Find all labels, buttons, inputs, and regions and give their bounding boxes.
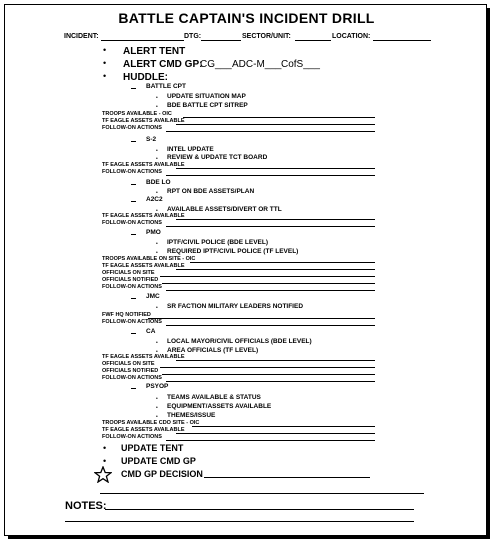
ca-heading: CA xyxy=(146,328,156,335)
field-label: TF EAGLE ASSETS AVAILABLE xyxy=(102,118,185,124)
field-label: FOLLOW-ON ACTIONS xyxy=(102,434,162,440)
psyop-item: EQUIPMENT/ASSETS AVAILABLE xyxy=(167,403,272,410)
field-label: OFFICIALS NOTIFIED xyxy=(102,368,159,374)
alert-cmd-gp: ALERT CMD GP: xyxy=(123,59,203,70)
bullet-icon: • xyxy=(156,250,158,256)
field-line[interactable] xyxy=(176,433,375,434)
border-shadow xyxy=(487,8,490,538)
dash-icon xyxy=(131,298,136,299)
pmo-item: REQUIRED IPTF/CIVIL POLICE (TF LEVEL) xyxy=(167,248,299,255)
star-icon xyxy=(94,466,112,483)
bullet-icon: • xyxy=(156,208,158,214)
field-line[interactable] xyxy=(176,360,375,361)
field-label: TROOPS AVAILABLE ON SITE - OIC xyxy=(102,256,196,262)
field-label: TROOPS AVAILABLE CDO SITE - OIC xyxy=(102,420,200,426)
jmc-heading: JMC xyxy=(146,293,160,300)
field-line[interactable] xyxy=(162,283,375,284)
field-line[interactable] xyxy=(166,290,375,291)
field-label: TF EAGLE ASSETS AVAILABLE xyxy=(102,354,185,360)
dash-icon xyxy=(131,333,136,334)
update-tent: UPDATE TENT xyxy=(121,443,184,453)
bullet-icon: • xyxy=(156,396,158,402)
bullet-icon: • xyxy=(156,305,158,311)
bullet-icon: • xyxy=(156,95,158,101)
bullet-icon: • xyxy=(156,414,158,420)
field-label: FOLLOW-ON ACTIONS xyxy=(102,284,162,290)
incident-label: INCIDENT: xyxy=(64,33,99,40)
notes-line[interactable] xyxy=(105,509,414,510)
bullet-icon: • xyxy=(103,71,107,81)
field-line[interactable] xyxy=(160,367,375,368)
notes-line[interactable] xyxy=(100,493,424,494)
field-line[interactable] xyxy=(176,168,375,169)
alert-adc[interactable]: ADC-M___ xyxy=(232,59,282,70)
bullet-icon: • xyxy=(156,190,158,196)
bde-lo-heading: BDE LO xyxy=(146,179,171,186)
incident-field[interactable] xyxy=(101,40,184,41)
bde-lo-item: RPT ON BDE ASSETS/PLAN xyxy=(167,188,255,195)
field-label: OFFICIALS ON SITE xyxy=(102,270,155,276)
update-cmd-gp: UPDATE CMD GP xyxy=(121,456,196,466)
field-line[interactable] xyxy=(162,374,375,375)
battle-cpt-heading: BATTLE CPT xyxy=(146,83,186,90)
ca-item: LOCAL MAYOR/CIVIL OFFICIALS (BDE LEVEL) xyxy=(167,338,312,345)
ca-item: AREA OFFICIALS (TF LEVEL) xyxy=(167,347,259,354)
border-shadow xyxy=(8,536,490,539)
bullet-icon: • xyxy=(156,104,158,110)
bullet-icon: • xyxy=(103,443,107,453)
field-line[interactable] xyxy=(166,175,375,176)
field-line[interactable] xyxy=(166,440,375,441)
field-line[interactable] xyxy=(176,269,375,270)
dash-icon xyxy=(131,141,136,142)
field-label: OFFICIALS ON SITE xyxy=(102,361,155,367)
field-line[interactable] xyxy=(176,124,375,125)
bullet-icon: • xyxy=(156,340,158,346)
field-label: FOLLOW-ON ACTIONS xyxy=(102,125,162,131)
field-label: FOLLOW-ON ACTIONS xyxy=(102,220,162,226)
battle-cpt-item: UPDATE SITUATION MAP xyxy=(167,93,246,100)
battle-cpt-item: BDE BATTLE CPT SITREP xyxy=(167,102,248,109)
alert-cg[interactable]: CG___ xyxy=(200,59,232,70)
bullet-icon: • xyxy=(156,156,158,162)
location-label: LOCATION: xyxy=(332,33,371,40)
field-line[interactable] xyxy=(192,426,375,427)
field-line[interactable] xyxy=(166,381,375,382)
field-line[interactable] xyxy=(190,262,375,263)
s2-heading: S-2 xyxy=(146,136,157,143)
bullet-icon: • xyxy=(156,349,158,355)
huddle: HUDDLE: xyxy=(123,72,168,83)
field-line[interactable] xyxy=(160,276,375,277)
dash-icon xyxy=(131,88,136,89)
dtg-label: DTG: xyxy=(184,33,202,40)
field-line[interactable] xyxy=(166,226,375,227)
jmc-item: SR FACTION MILITARY LEADERS NOTIFIED xyxy=(167,303,304,310)
page-title: BATTLE CAPTAIN'S INCIDENT DRILL xyxy=(118,10,375,26)
bullet-icon: • xyxy=(103,45,107,55)
psyop-item: TEAMS AVAILABLE & STATUS xyxy=(167,394,261,401)
field-label: TF EAGLE ASSETS AVAILABLE xyxy=(102,162,185,168)
field-label: FWF HQ NOTIFIED xyxy=(102,312,151,318)
bullet-icon: • xyxy=(103,456,107,466)
field-label: OFFICIALS NOTIFIED xyxy=(102,277,159,283)
s2-item: REVIEW & UPDATE TCT BOARD xyxy=(167,154,268,161)
field-line[interactable] xyxy=(166,131,375,132)
field-line[interactable] xyxy=(176,219,375,220)
field-label: TROOPS AVAILABLE - OIC xyxy=(102,111,172,117)
field-line[interactable] xyxy=(183,117,375,118)
field-label: TF EAGLE ASSETS AVAILABLE xyxy=(102,213,185,219)
field-label: TF EAGLE ASSETS AVAILABLE xyxy=(102,263,185,269)
alert-tent: ALERT TENT xyxy=(123,46,186,57)
form-border xyxy=(4,4,487,536)
pmo-heading: PMO xyxy=(146,229,161,236)
dash-icon xyxy=(131,184,136,185)
alert-cofs[interactable]: CofS___ xyxy=(281,59,320,70)
a2c2-heading: A2C2 xyxy=(146,196,163,203)
psyop-item: THEMES/ISSUE xyxy=(167,412,216,419)
location-field[interactable] xyxy=(373,40,431,41)
notes-line[interactable] xyxy=(65,521,414,522)
dash-icon xyxy=(131,234,136,235)
psyop-heading: PSYOP xyxy=(146,383,169,390)
field-label: FOLLOW-ON ACTIONS xyxy=(102,169,162,175)
field-label: FOLLOW-ON ACTIONS xyxy=(102,375,162,381)
sector-label: SECTOR/UNIT: xyxy=(242,33,291,40)
field-line[interactable] xyxy=(166,325,375,326)
pmo-item: IPTF/CIVIL POLICE (BDE LEVEL) xyxy=(167,239,268,246)
cmd-gp-decision: CMD GP DECISION xyxy=(121,469,203,479)
bullet-icon: • xyxy=(156,405,158,411)
a2c2-item: AVAILABLE ASSETS/DIVERT OR TTL xyxy=(167,206,282,213)
dtg-field[interactable] xyxy=(201,40,241,41)
sector-field[interactable] xyxy=(295,40,331,41)
notes-label: NOTES: xyxy=(65,500,107,512)
dash-icon xyxy=(131,201,136,202)
s2-item: INTEL UPDATE xyxy=(167,146,214,153)
bullet-icon: • xyxy=(103,58,107,68)
dash-icon xyxy=(131,388,136,389)
field-label: FOLLOW-ON ACTIONS xyxy=(102,319,162,325)
field-line[interactable] xyxy=(148,318,375,319)
field-label: TF EAGLE ASSETS AVAILABLE xyxy=(102,427,185,433)
bullet-icon: • xyxy=(156,241,158,247)
decision-line[interactable] xyxy=(204,477,370,478)
bullet-icon: • xyxy=(156,148,158,154)
